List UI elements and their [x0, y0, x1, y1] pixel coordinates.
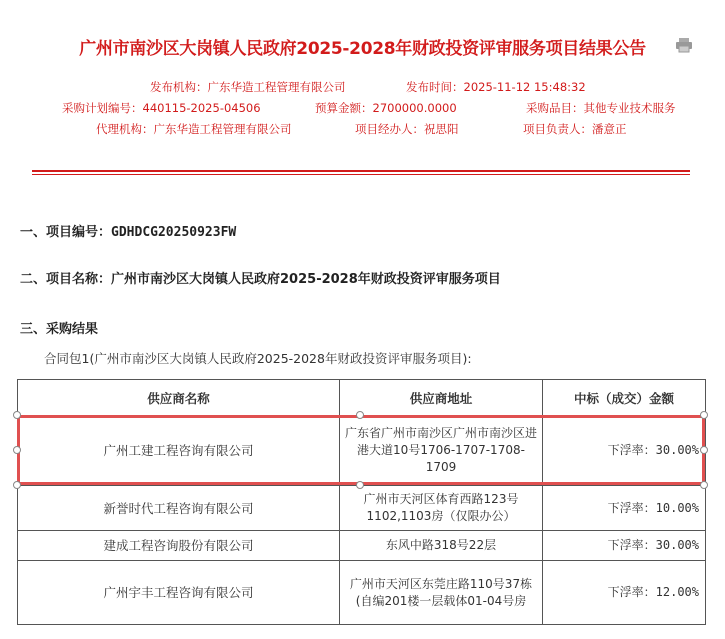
meta-lead	[523, 121, 627, 137]
award-amount-cell: 下浮率：30.00%	[543, 531, 706, 561]
section-project-number-value: GDHDCG20250923FW	[111, 225, 237, 240]
header-award-amount: 中标（成交）金额	[543, 380, 706, 416]
meta-lead-label: 项目负责人：	[523, 122, 592, 136]
supplier-address-cell: 东风中路318号22层	[340, 531, 543, 561]
meta-plan-value: 440115-2025-04506	[142, 101, 261, 115]
award-amount-cell: 下浮率：30.00%	[543, 416, 706, 486]
table-row[interactable]	[18, 416, 706, 486]
section-project-number	[20, 221, 236, 240]
meta-plan-label: 采购计划编号：	[62, 101, 143, 115]
section-project-name-label: 二、项目名称：	[20, 272, 112, 287]
meta-publisher-value: 广东华造工程管理有限公司	[207, 80, 346, 94]
section-project-name-value: 广州市南沙区大岗镇人民政府2025-2028年财政投资评审服务项目	[111, 272, 501, 287]
meta-category-value: 其他专业技术服务	[583, 101, 676, 115]
resize-handle-bottom-middle[interactable]	[356, 481, 364, 489]
supplier-address-cell: 广州市天河区体育西路123号1102,1103房（仅限办公）	[340, 486, 543, 531]
table-row[interactable]	[18, 531, 706, 561]
page-title: 广州市南沙区大岗镇人民政府2025-2028年财政投资评审服务项目结果公告	[79, 39, 646, 59]
meta-publisher-label: 发布机构：	[150, 80, 208, 94]
meta-plan	[62, 100, 261, 116]
section-procurement-result: 三、采购结果	[20, 322, 99, 337]
meta-time	[406, 79, 586, 95]
meta-agent	[96, 121, 292, 137]
meta-budget-value: 2700000.0000	[372, 101, 457, 115]
supplier-name-cell: 广州工建工程咨询有限公司	[18, 416, 340, 486]
meta-manager-label: 项目经办人：	[355, 122, 424, 136]
resize-handle-bottom-right[interactable]	[700, 481, 708, 489]
header-divider-thick	[32, 170, 690, 172]
table-row[interactable]	[18, 486, 706, 531]
meta-category-label: 采购品目：	[526, 101, 584, 115]
award-amount-cell: 下浮率：12.00%	[543, 561, 706, 625]
supplier-name-cell: 新誉时代工程咨询有限公司	[18, 486, 340, 531]
contract-package-label: 合同包1(广州市南沙区大岗镇人民政府2025-2028年财政投资评审服务项目):	[44, 351, 472, 366]
meta-budget	[315, 100, 457, 116]
resize-handle-middle-right[interactable]	[700, 446, 708, 454]
supplier-name-cell: 广州宇丰工程咨询有限公司	[18, 561, 340, 625]
resize-handle-bottom-left[interactable]	[13, 481, 21, 489]
resize-handle-middle-left[interactable]	[13, 446, 21, 454]
meta-time-label: 发布时间：	[406, 80, 464, 94]
header-supplier-address: 供应商地址	[340, 380, 543, 416]
table-header-row	[18, 380, 706, 416]
header-divider-thin	[32, 174, 690, 175]
meta-agent-value: 广东华造工程管理有限公司	[153, 122, 292, 136]
meta-agent-label: 代理机构：	[96, 122, 154, 136]
resize-handle-top-left[interactable]	[13, 411, 21, 419]
resize-handle-top-middle[interactable]	[356, 411, 364, 419]
meta-manager	[355, 121, 459, 137]
meta-publisher	[150, 79, 346, 95]
table-row[interactable]	[18, 561, 706, 625]
header-supplier-name: 供应商名称	[18, 380, 340, 416]
meta-budget-label: 预算金额：	[315, 101, 373, 115]
resize-handle-top-right[interactable]	[700, 411, 708, 419]
meta-lead-value: 潘意正	[592, 122, 627, 136]
supplier-address-cell: 广东省广州市南沙区广州市南沙区进港大道10号1706-1707-1708-1709	[340, 416, 543, 486]
section-project-number-label: 一、项目编号：	[20, 225, 112, 240]
section-project-name	[20, 268, 501, 287]
supplier-address-cell: 广州市天河区东莞庄路110号37栋(自编201楼一层载体01-04号房	[340, 561, 543, 625]
meta-manager-value: 祝思阳	[424, 122, 459, 136]
print-icon[interactable]	[675, 37, 693, 53]
meta-category	[526, 100, 676, 116]
meta-time-value: 2025-11-12 15:48:32	[463, 80, 586, 94]
supplier-name-cell: 建成工程咨询股份有限公司	[18, 531, 340, 561]
award-amount-cell: 下浮率：10.00%	[543, 486, 706, 531]
